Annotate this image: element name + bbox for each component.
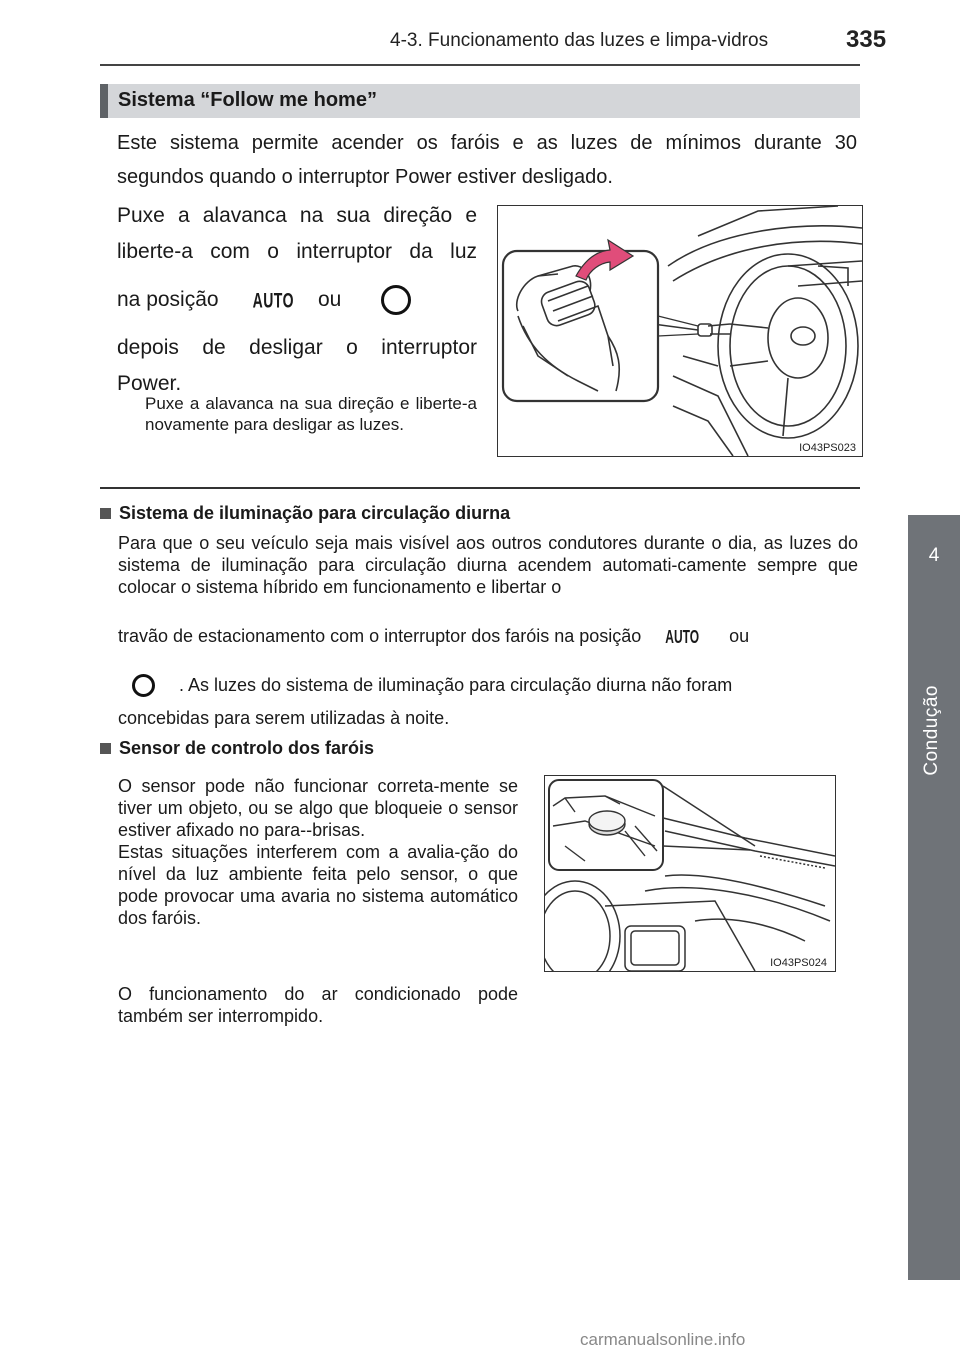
header-divider [100,64,860,66]
chapter-label: Condução [921,685,942,776]
auto-symbol-icon: AUTO [665,626,700,647]
drl-paragraph: Para que o seu veículo seja mais visível aos outros condutores durante o dia, as luzes do sistema de iluminação para circulação diurna acendem automati-camente sempre que colocar o sistema híbrido em funcionamento e libertar o [118,533,858,597]
headlight-off-symbol-icon [132,674,155,697]
instruction-line-4: depois de desligar o interruptor [117,336,477,359]
figure-light-lever [497,205,863,457]
drl-line-3-text: . As luzes do sistema de iluminação para circulação diurna não foram [179,675,733,695]
sensor-paragraph [118,775,518,929]
chapter-side-tab [908,515,960,1280]
figure-code: IO43PS024 [770,957,827,969]
page-number: 335 [846,26,887,53]
instruction-line-1: Puxe a alavanca na sua direção e [117,204,477,227]
light-lever-illustration [498,206,862,456]
drl-heading [100,503,510,524]
watermark: carmanualsonline.info [580,1330,746,1349]
drl-line-2-text: travão de estacionamento com o interruptor dos faróis na posição [118,626,642,646]
drl-line-3 [118,674,858,697]
figure-code: IO43PS023 [799,442,856,454]
drl-line-4: concebidas para serem utilizadas à noite. [118,708,450,728]
instruction-position-text: na posição [117,288,219,311]
header-title: 4-3. Funcionamento das luzes e limpa-vidros [390,30,769,51]
intro-paragraph: Este sistema permite acender os faróis e as luzes de mínimos durante 30 segundos quando o interruptor Power estiver desligado. [117,132,857,188]
square-bullet-icon [100,743,111,754]
instruction-line-5: Power. [117,372,182,395]
instruction-text [117,198,477,402]
sensor-paragraph-2: O funcionamento do ar condicionado pode também ser interrompido. [118,984,518,1026]
instruction-line-2: liberte-a com o interruptor da luz [117,240,477,263]
drl-line-2 [118,626,858,647]
headlight-off-symbol-icon [381,285,411,315]
drl-heading-text: Sistema de iluminação para circulação diurna [119,503,511,523]
instruction-line-3 [117,270,477,330]
instruction-or-text: ou [318,288,342,311]
sensor-heading-text: Sensor de controlo dos faróis [119,738,375,758]
instruction-note: Puxe a alavanca na sua direção e liberte-a novamente para desligar as luzes. [145,394,477,434]
square-bullet-icon [100,508,111,519]
sensor-text-1: O sensor pode não funcionar correta-mente se tiver um objeto, ou se algo que bloqueie o sensor estiver afixado no para--brisas. [118,776,518,840]
sensor-text-2: Estas situações interferem com a avalia-ção do nível da luz ambiente feita pelo sensor, o que pode provocar uma avaria no sistema automático dos faróis. [118,842,518,928]
chapter-number: 4 [928,545,940,566]
drl-or-text: ou [729,626,750,646]
figure-light-sensor [544,775,836,972]
light-sensor-illustration [545,776,835,971]
sensor-heading [100,738,374,759]
section-title: Sistema “Follow me home” [118,89,377,111]
section-heading-accent [100,84,108,118]
section-divider [100,487,860,489]
auto-symbol-icon: AUTO [252,288,294,312]
